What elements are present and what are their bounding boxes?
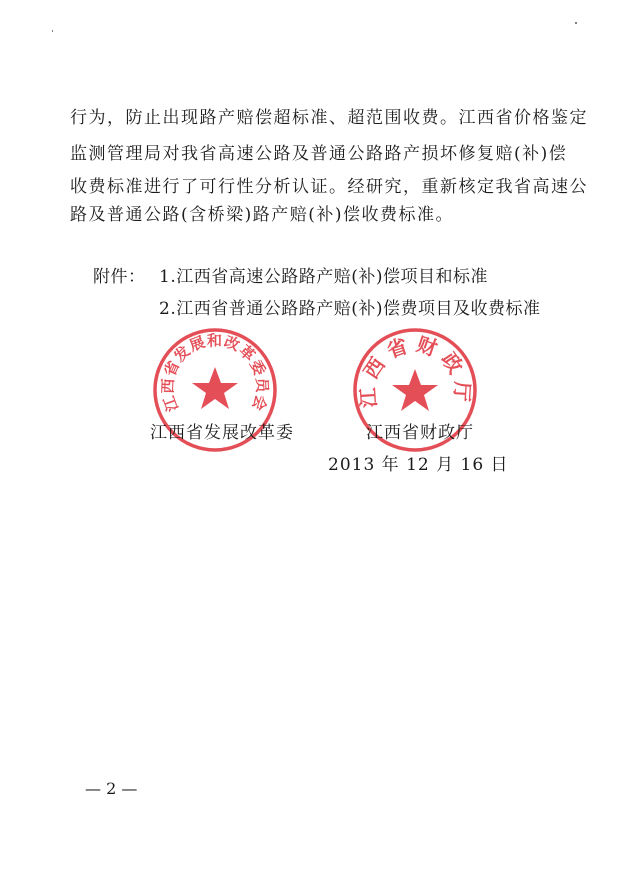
body-line-1: 行为，防止出现路产赔偿超标准、超范围收费。江西省价格鉴定 <box>70 108 588 128</box>
issue-date: 2013 年 12 月 16 日 <box>328 455 509 475</box>
right-seal-text: 江西省财政厅 <box>355 331 475 409</box>
attachment-item-1: 1.江西省高速公路路产赔(补)偿项目和标准 <box>159 267 488 287</box>
signature-right: 江西省财政厅 <box>366 423 474 443</box>
star-icon <box>392 369 438 411</box>
page-number: — 2 — <box>85 779 138 798</box>
left-seal-text: 江西省发展和改革委员会 <box>158 331 272 414</box>
body-line-2: 监测管理局对我省高速公路及普通公路路产损坏修复赔(补)偿 <box>70 144 568 164</box>
scan-speck <box>575 22 577 24</box>
attachment-label: 附件： <box>93 267 146 287</box>
body-line-3: 收费标准进行了可行性分析认证。经研究，重新核定我省高速公 <box>70 177 588 197</box>
scan-speck <box>52 30 53 32</box>
attachment-row-1 <box>93 262 488 287</box>
star-icon <box>192 367 238 409</box>
signature-left: 江西省发展改革委 <box>150 423 294 443</box>
body-line-4: 路及普通公路(含桥梁)路产赔(补)偿收费标准。 <box>70 205 455 225</box>
attachment-item-2: 2.江西省普通公路路产赔(补)偿费项目及收费标准 <box>159 299 541 319</box>
